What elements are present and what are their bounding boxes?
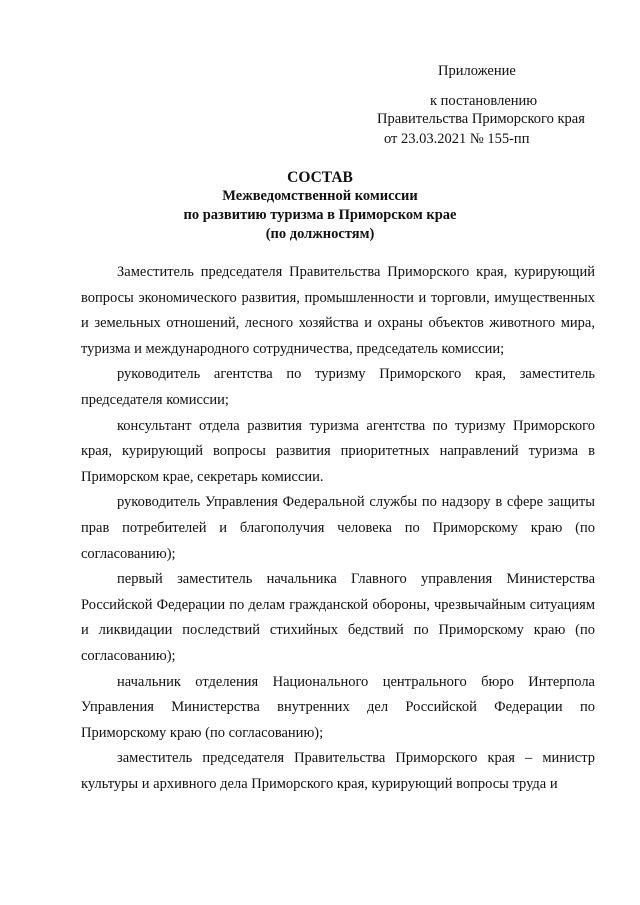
title-line-1: СОСТАВ [287,169,353,186]
to-resolution-text: к постановлению [430,93,538,109]
government-text: Правительства Приморского края [377,111,585,127]
member-paragraph: заместитель председателя Правительства Приморского края – министр культуры и архивного дела Приморского края, курирующий вопросы труда и [81,750,595,792]
document-title [0,168,640,244]
member-paragraph: первый заместитель начальника Главного управления Министерства Российской Федерации по делам гражданской обороны, чрезвычайным ситуациям и ликвидации последствий стихийных бедствий по Приморскому краю (по согласованию); [81,571,595,664]
member-paragraph: консультант отдела развития туризма агентства по туризму Приморского края, курирующий вопросы развития приоритетных направлений туризма в Приморском крае, секретарь комиссии. [81,417,595,485]
member-paragraph: Заместитель председателя Правительства Приморского края, курирующий вопросы экономического развития, промышленности и торговли, имущественных и земельных отношений, лесного хозяйства и охраны объектов животного мира, туризма и международного сотрудничества, председатель комиссии; [81,264,595,357]
title-line-3: по развитию туризма в Приморском крае [183,207,457,223]
member-paragraph: руководитель агентства по туризму Приморского края, заместитель председателя комиссии; [81,366,595,408]
appendix-label: Приложение [438,63,516,79]
title-line-4: (по должностям) [265,226,375,242]
title-line-2: Межведомственной комиссии [222,188,418,204]
member-paragraph: начальник отделения Национального центрального бюро Интерпола Управления Министерства внутренних дел Российской Федерации по Приморскому краю (по согласованию); [81,673,595,741]
resolution-date-number: от 23.03.2021 № 155-пп [384,131,530,147]
member-paragraph: руководитель Управления Федеральной службы по надзору в сфере защиты прав потребителей и благополучия человека по Приморскому краю (по согласованию); [81,494,595,562]
members-list [81,260,595,797]
